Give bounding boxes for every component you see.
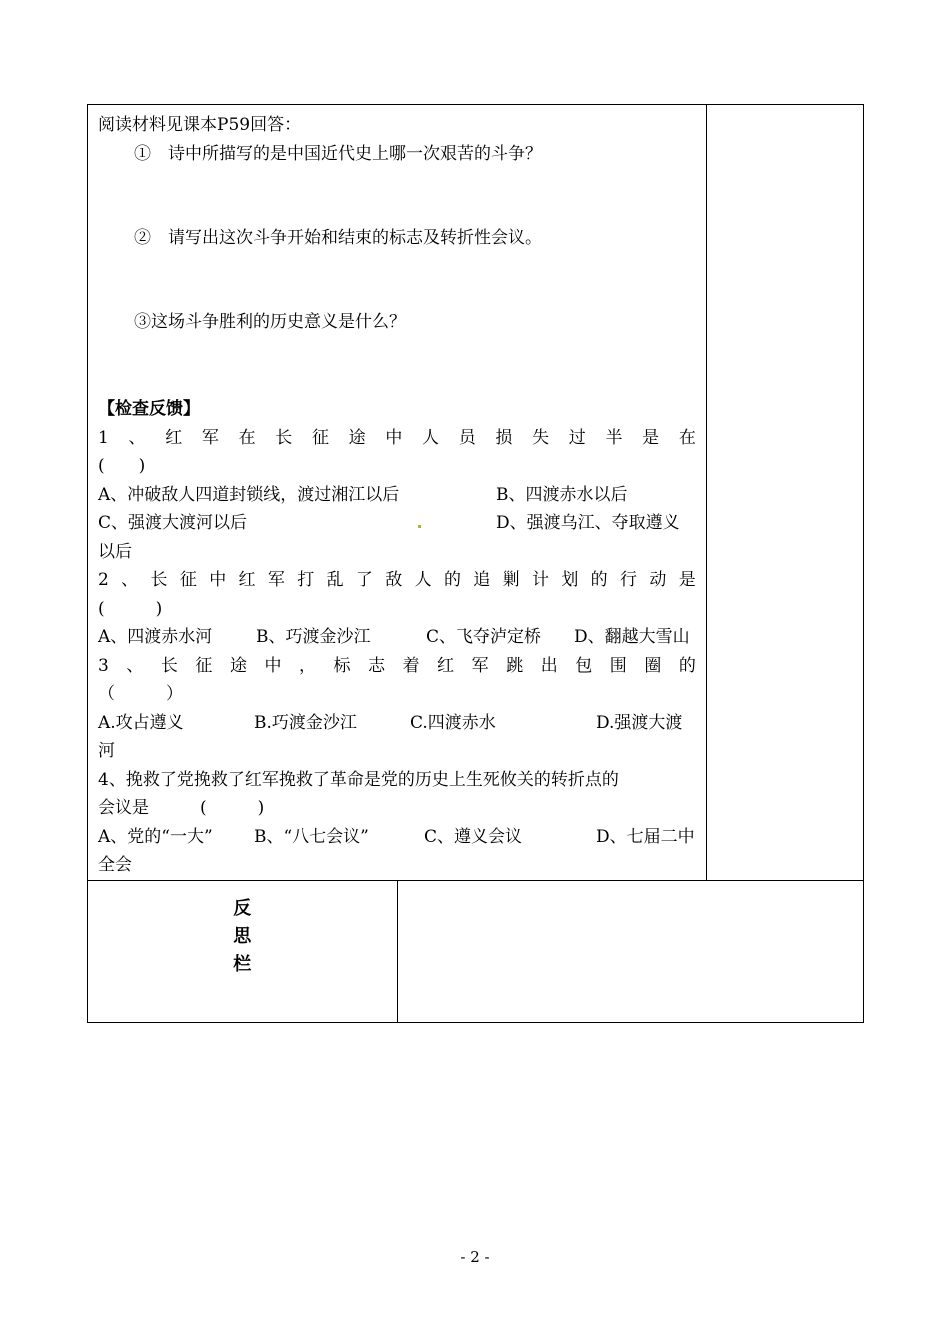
option-c: C.四渡赤水 — [410, 712, 496, 733]
option-a: A、党的“一大” — [98, 826, 213, 847]
stem-char: 过 — [568, 427, 586, 448]
stem-char: 了 — [355, 570, 373, 590]
question-3-options-row — [98, 709, 696, 738]
stem-char: 中 — [385, 427, 403, 448]
question-2-stem — [98, 566, 696, 595]
stem-char: 中 — [209, 570, 227, 590]
stem-char: 划 — [561, 570, 579, 590]
stem-char: 是 — [642, 427, 660, 448]
stem-char: 红 — [437, 655, 455, 676]
question-1-options-row-2 — [98, 509, 696, 538]
stem-char: 的 — [443, 570, 461, 590]
stem-char: 1 — [98, 427, 109, 448]
stem-char: 中 — [264, 655, 282, 676]
reflection-label — [88, 880, 398, 1022]
reflection-label-char: 栏 — [233, 953, 252, 975]
stem-char: 途 — [348, 427, 366, 448]
option-c: C、飞夺泸定桥 — [426, 627, 542, 647]
option-b: B.巧渡金沙江 — [254, 712, 357, 733]
stem-char: 军 — [201, 427, 219, 448]
stray-mark — [418, 525, 421, 528]
page-number: - 2 - — [460, 1248, 490, 1266]
stem-char: 人 — [414, 570, 432, 590]
stem-char: 标 — [333, 655, 351, 676]
question-1-stem — [98, 424, 696, 453]
stem-char: 、 — [121, 570, 139, 590]
stem-char: 包 — [575, 655, 593, 676]
material-question-2: ② 请写出这次斗争开始和结束的标志及转折性会议。 — [134, 228, 542, 248]
question-1-answer-blank: ( ) — [98, 456, 146, 476]
stem-char: 乱 — [326, 570, 344, 590]
question-4-options-row — [98, 823, 696, 852]
stem-char: 是 — [678, 570, 696, 590]
option-d: D、翻越大雪山 — [574, 627, 690, 647]
question-3-stem — [98, 652, 696, 681]
material-question-1: ① 诗中所描写的是中国近代史上哪一次艰苦的斗争？ — [134, 143, 542, 164]
option-a: A、四渡赤水河 — [98, 627, 213, 647]
question-4-stem-continued: 会议是 ( ) — [98, 798, 265, 818]
question-4-stem: 4、挽救了党挽救了红军挽救了革命是党的历史上生死攸关的转折点的 — [98, 769, 619, 790]
notes-column — [707, 105, 864, 881]
stem-char: 人 — [422, 427, 440, 448]
stem-char: 追 — [473, 570, 491, 590]
stem-char: 出 — [540, 655, 558, 676]
stem-char: 在 — [238, 427, 256, 448]
answer-space — [98, 168, 696, 224]
question-2-answer-blank: ( ) — [98, 598, 163, 619]
option-c: C、强渡大渡河以后 — [98, 513, 248, 533]
option-d-continued: 全会 — [98, 855, 132, 875]
stem-char: 圈 — [644, 655, 662, 676]
stem-char: 3 — [98, 655, 109, 676]
material-intro: 阅读材料见课本P59回答： — [98, 115, 302, 135]
reflection-label-char: 反 — [233, 897, 252, 919]
option-b: B、巧渡金沙江 — [256, 627, 371, 647]
stem-char: 长 — [160, 655, 178, 676]
stem-char: 途 — [229, 655, 247, 676]
stem-char: 围 — [609, 655, 627, 676]
stem-char: 敌 — [385, 570, 403, 590]
option-a: A.攻占遵义 — [98, 712, 184, 733]
option-d: D、七届二中 — [596, 826, 695, 847]
stem-char: 的 — [678, 655, 696, 676]
option-d: D、强渡乌江、夺取遵义 — [496, 513, 680, 533]
stem-char: 、 — [128, 427, 146, 448]
stem-char: 征 — [311, 427, 329, 448]
stem-char: ， — [299, 655, 317, 676]
stem-char: 计 — [531, 570, 549, 590]
feedback-heading: 【检查反馈】 — [98, 399, 200, 419]
stem-char: 行 — [620, 570, 638, 590]
stem-char: 志 — [368, 655, 386, 676]
stem-char: 损 — [495, 427, 513, 448]
question-1-options-row-1 — [98, 481, 696, 510]
stem-char: 着 — [402, 655, 420, 676]
stem-char: 征 — [195, 655, 213, 676]
option-c: C、遵义会议 — [424, 826, 523, 847]
stem-char: 员 — [458, 427, 476, 448]
option-b: B、“八七会议” — [254, 826, 369, 847]
stem-char: 2 — [98, 570, 109, 590]
stem-char: 半 — [605, 427, 623, 448]
question-3-answer-blank: （ ） — [98, 684, 183, 704]
worksheet-table — [87, 104, 864, 1023]
stem-char: 军 — [471, 655, 489, 676]
stem-char: 失 — [532, 427, 550, 448]
option-b: B、四渡赤水以后 — [496, 484, 628, 505]
stem-char: 征 — [179, 570, 197, 590]
stem-char: 的 — [590, 570, 608, 590]
option-d: D.强渡大渡 — [596, 712, 683, 733]
stem-char: 军 — [267, 570, 285, 590]
reflection-area[interactable] — [397, 880, 864, 1022]
question-2-options — [98, 623, 696, 652]
stem-char: 红 — [238, 570, 256, 590]
main-content-cell — [88, 105, 707, 881]
option-d-continued: 以后 — [98, 541, 132, 562]
stem-char: 动 — [649, 570, 667, 590]
option-a: A、冲破敌人四道封锁线，渡过湘江以后 — [98, 484, 400, 505]
stem-char: 剿 — [502, 570, 520, 590]
option-d-continued: 河 — [98, 741, 115, 761]
stem-char: 红 — [165, 427, 183, 448]
stem-char: 在 — [678, 427, 696, 448]
answer-space — [98, 336, 696, 393]
answer-space — [98, 253, 696, 308]
stem-char: 、 — [126, 655, 144, 676]
stem-char: 跳 — [506, 655, 524, 676]
reflection-label-char: 思 — [233, 925, 252, 947]
stem-char: 长 — [275, 427, 293, 448]
material-question-3: ③这场斗争胜利的历史意义是什么？ — [134, 311, 406, 332]
stem-char: 打 — [297, 570, 315, 590]
stem-char: 长 — [150, 570, 168, 590]
